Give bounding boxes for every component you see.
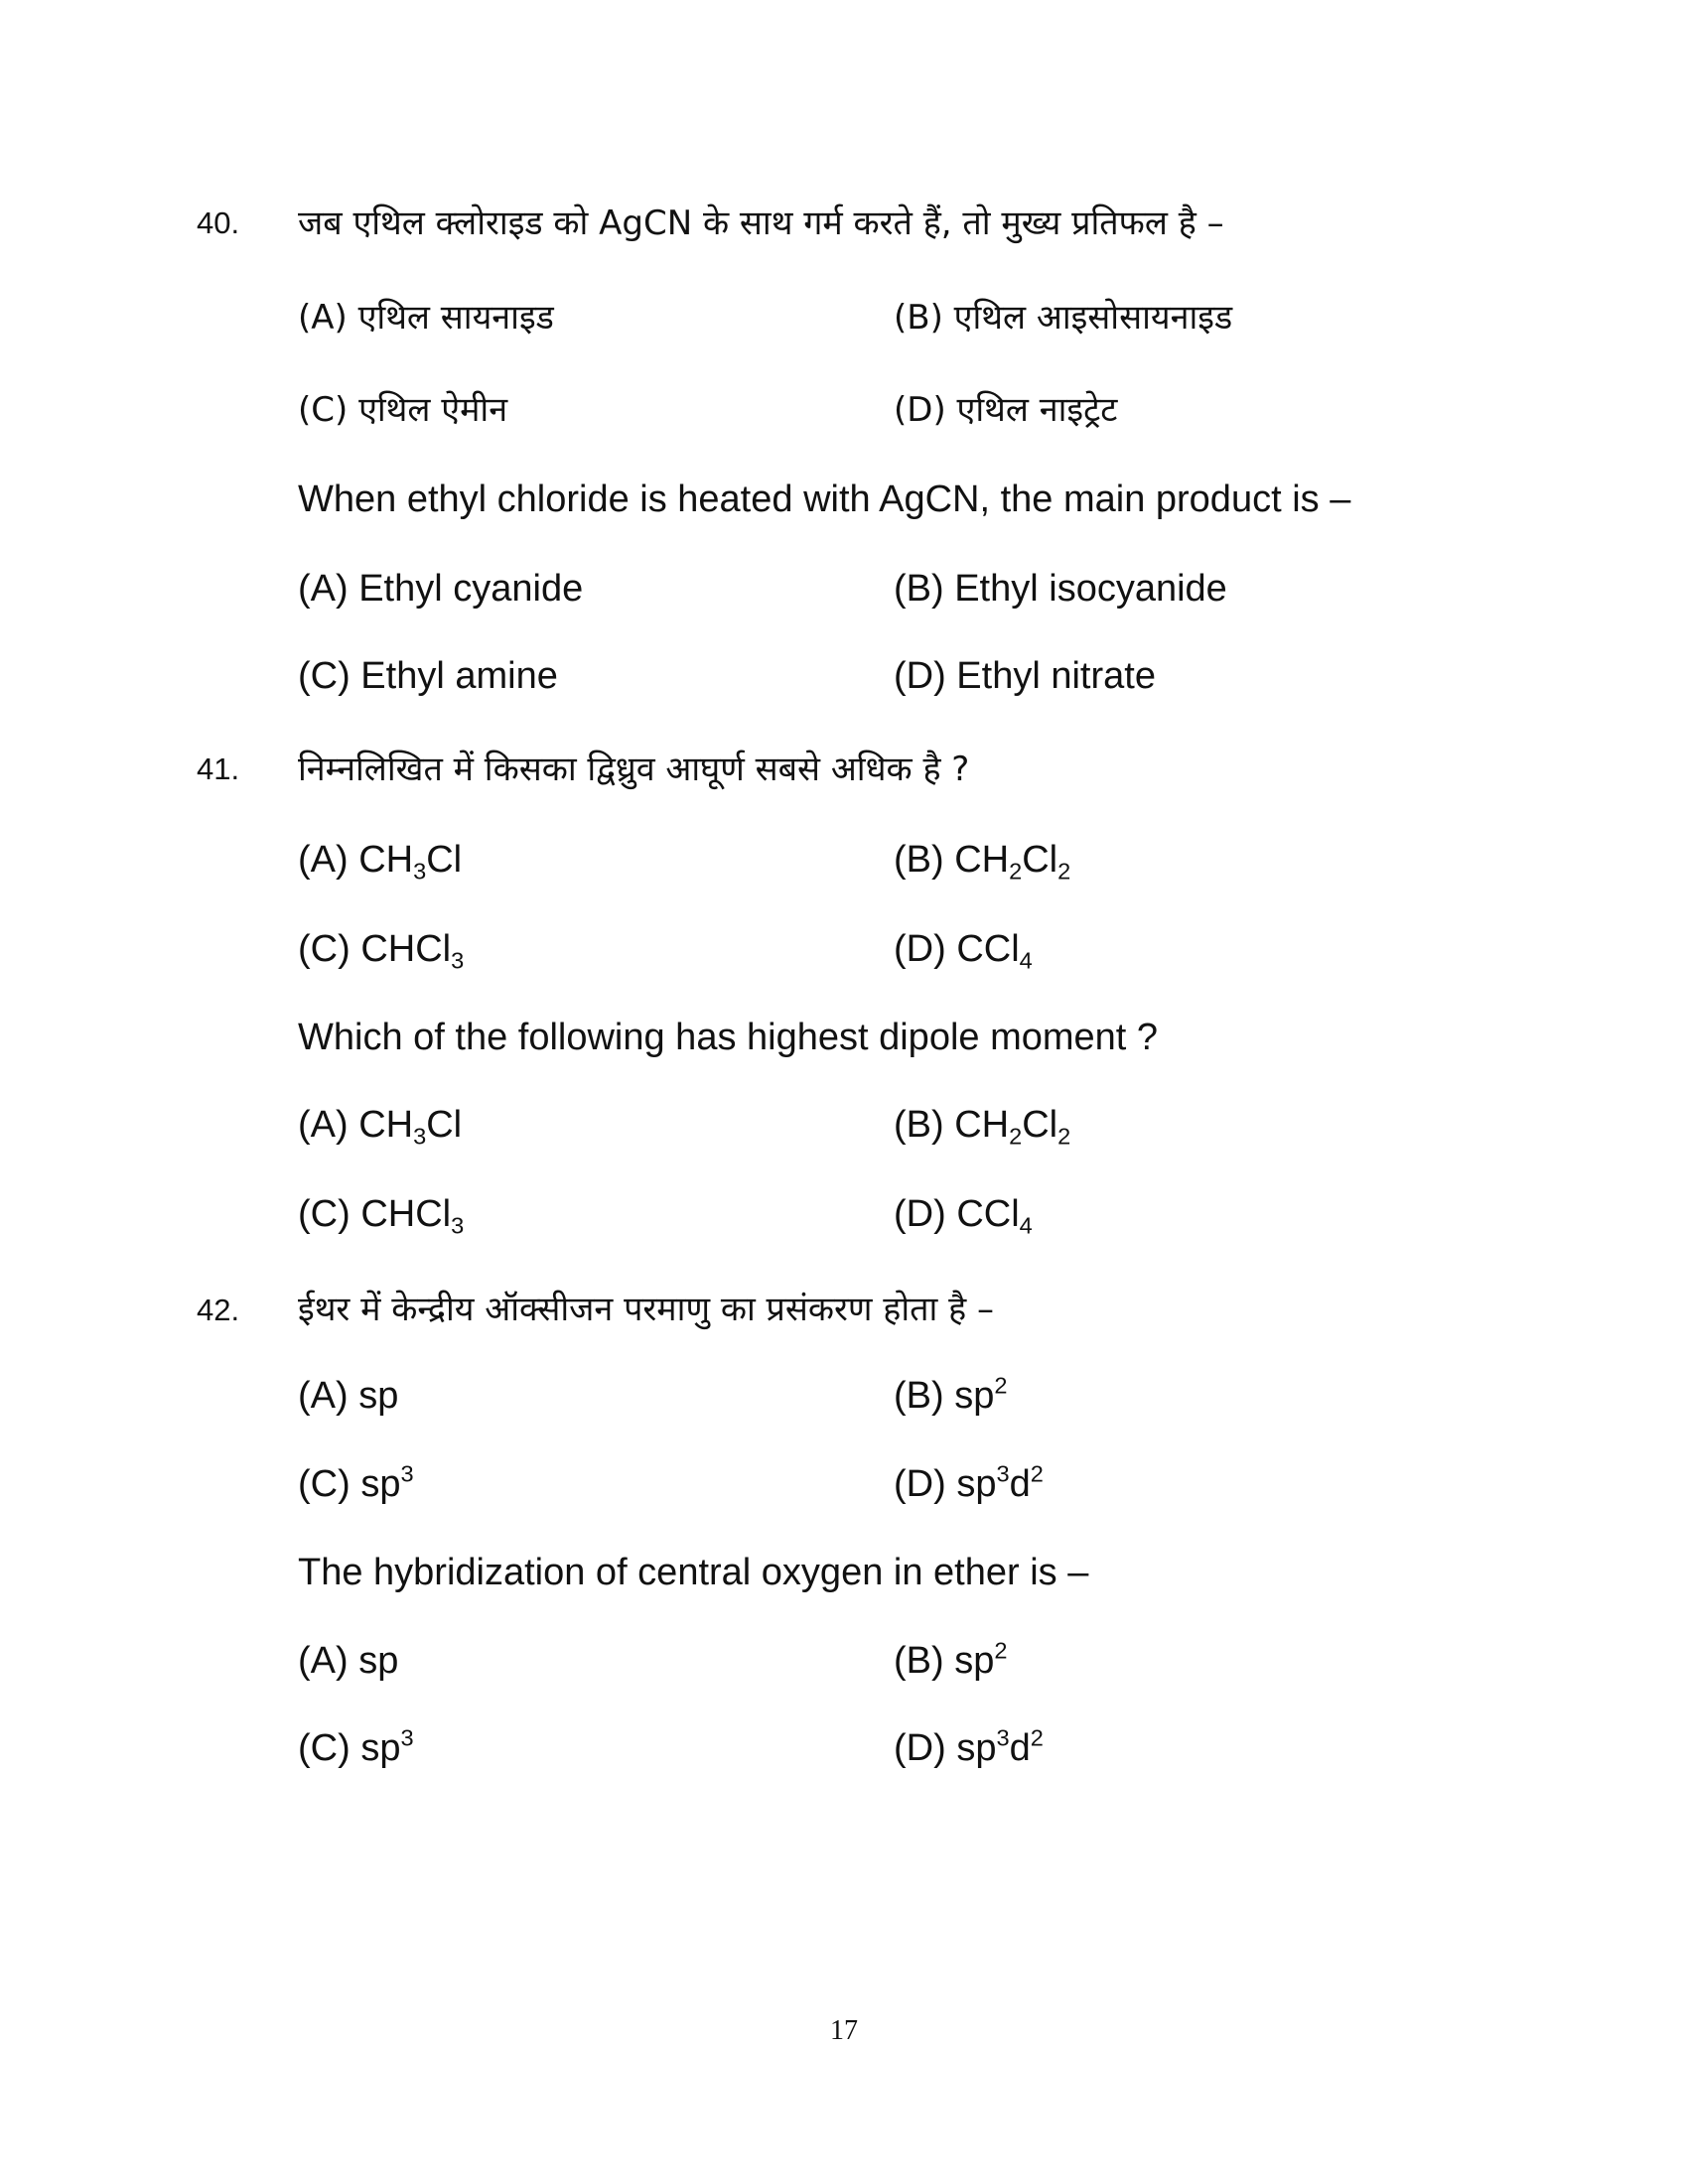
option-label: (C) xyxy=(298,928,351,970)
option-label: (D) xyxy=(894,1727,946,1769)
option-d-english: (D) Ethyl nitrate xyxy=(894,655,1156,697)
option-a-english: (A) Ethyl cyanide xyxy=(298,568,584,610)
option-label: (B) xyxy=(894,1104,944,1146)
question-text-hindi: निम्नलिखित में किसका द्विध्रुव आघूर्ण सबसे अधिक है ? xyxy=(298,750,970,789)
page-number: 17 xyxy=(830,2015,858,2046)
hybridization-sp: sp xyxy=(358,1375,399,1417)
option-a-hindi-block xyxy=(298,839,463,885)
formula-ccl4: CCl$_4$ xyxy=(956,1193,1033,1239)
option-label: (D) xyxy=(894,1463,946,1505)
option-a-hindi: (A) एथिल सायनाइड xyxy=(298,298,554,338)
option-label: (C) xyxy=(298,1193,351,1235)
option-a-hindi-block xyxy=(298,1375,398,1418)
question-text-english: The hybridization of central oxygen in ether is – xyxy=(298,1552,1089,1593)
option-b-english-block xyxy=(894,1637,1008,1683)
option-b-hindi: (B) एथिल आइसोसायनाइड xyxy=(894,298,1233,338)
option-b-english-block xyxy=(894,1104,1071,1150)
option-c-english-block xyxy=(298,1193,465,1239)
question-text-english: When ethyl chloride is heated with AgCN, the main product is – xyxy=(298,478,1351,520)
option-label: (A) xyxy=(298,839,349,881)
formula-ch2cl2: $CH_2Cl_2$ xyxy=(954,1104,1071,1150)
hybridization-sp3d2: $sp^3d^2$ xyxy=(956,1724,1044,1769)
option-c-hindi-block xyxy=(298,1460,414,1506)
formula-ch2cl2: $CH_2Cl_2$ xyxy=(954,839,1071,885)
option-label: (A) xyxy=(298,1375,349,1417)
option-label: (B) xyxy=(894,839,944,881)
question-number: 41. xyxy=(197,751,240,786)
formula-ccl4: CCl$_4$ xyxy=(956,928,1033,974)
option-d-hindi: (D) एथिल नाइट्रेट xyxy=(894,390,1118,430)
hybridization-sp3: $sp^3$ xyxy=(360,1724,414,1769)
option-label: (D) xyxy=(894,928,946,970)
formula-ch3cl: $CH_3Cl$ xyxy=(358,839,463,885)
hybridization-sp3d2: $sp^3d^2$ xyxy=(956,1460,1044,1505)
option-b-hindi-block xyxy=(894,1372,1008,1418)
option-d-english-block xyxy=(894,1724,1044,1770)
option-label: (C) xyxy=(298,1463,351,1505)
hybridization-sp3: $sp^3$ xyxy=(360,1460,414,1505)
option-b-hindi-block xyxy=(894,839,1071,885)
option-label: (A) xyxy=(298,1104,349,1146)
option-label: (D) xyxy=(894,1193,946,1235)
option-a-english-block xyxy=(298,1104,463,1150)
option-label: (A) xyxy=(298,1640,349,1682)
option-c-hindi-block xyxy=(298,928,465,974)
question-text-english: Which of the following has highest dipole moment ? xyxy=(298,1017,1159,1058)
option-c-english: (C) Ethyl amine xyxy=(298,655,558,697)
option-d-hindi-block xyxy=(894,1460,1044,1506)
option-a-english-block xyxy=(298,1640,398,1683)
hybridization-sp2: $sp^2$ xyxy=(954,1372,1008,1417)
formula-chcl3: CHCl$_3$ xyxy=(360,928,465,974)
option-c-english-block xyxy=(298,1724,414,1770)
hybridization-sp: sp xyxy=(358,1640,399,1682)
question-number: 40. xyxy=(197,205,240,240)
formula-ch3cl: $CH_3Cl$ xyxy=(358,1104,463,1150)
hybridization-sp2: $sp^2$ xyxy=(954,1637,1008,1682)
option-d-hindi-block xyxy=(894,928,1033,974)
option-d-english-block xyxy=(894,1193,1033,1239)
formula-chcl3: CHCl$_3$ xyxy=(360,1193,465,1239)
option-label: (C) xyxy=(298,1727,351,1769)
option-label: (B) xyxy=(894,1375,944,1417)
option-label: (B) xyxy=(894,1640,944,1682)
option-c-hindi: (C) एथिल ऐमीन xyxy=(298,390,508,430)
question-number: 42. xyxy=(197,1293,240,1327)
question-text-hindi: जब एथिल क्लोराइड को AgCN के साथ गर्म करते हैं, तो मुख्य प्रतिफल है – xyxy=(298,204,1224,243)
question-text-hindi: ईथर में केन्द्रीय ऑक्सीजन परमाणु का प्रसंकरण होता है – xyxy=(298,1290,995,1329)
option-b-english: (B) Ethyl isocyanide xyxy=(894,568,1227,610)
